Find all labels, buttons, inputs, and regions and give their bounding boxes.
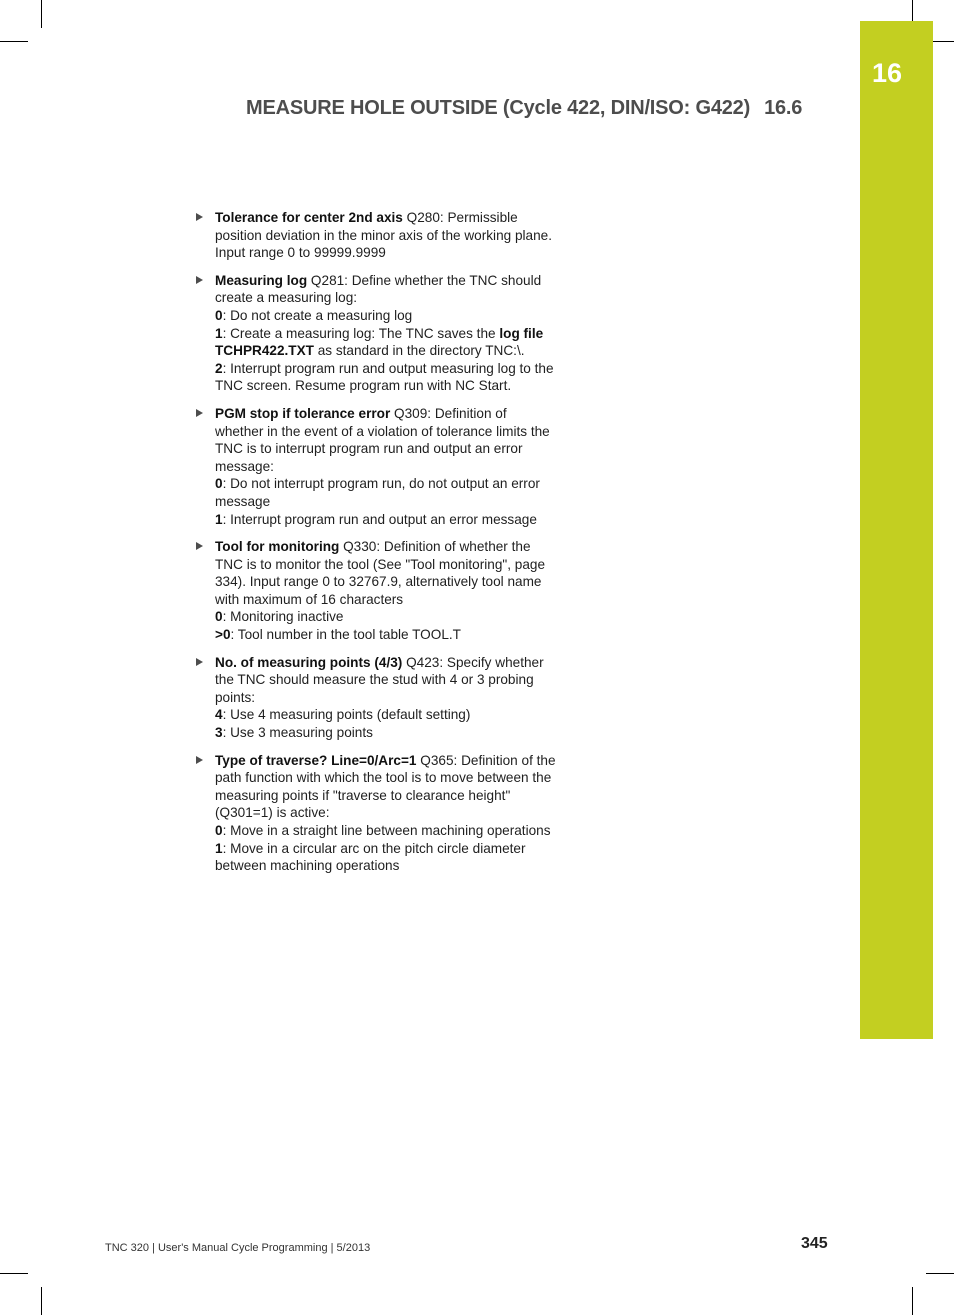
param-q330 [195,538,557,644]
triangle-bullet-icon [196,542,203,550]
triangle-bullet-icon [196,213,203,221]
option-key: >0 [215,627,231,643]
option-text: : Do not interrupt program run, do not output an error message [215,476,540,509]
option-text: : Create a measuring log: The TNC saves the [222,325,500,341]
option-line [215,724,557,742]
page-header [246,97,831,120]
log-file-name: log file TCHPR422.TXT [215,325,544,359]
param-desc: Q280: Permissible position deviation in the minor axis of the working plane. Input range 0 to 99999.9999 [215,210,553,261]
option-key: 3 [215,725,223,741]
param-q365 [195,752,557,875]
param-name: Type of traverse? Line=0/Arc=1 [215,752,417,768]
section-number: 16.6 [764,97,803,119]
option-text: : Interrupt program run and output an error message [222,511,537,527]
option-text: : Interrupt program run and output measuring log to the TNC screen. Resume program run with NC Start. [215,360,554,394]
chapter-tab [860,21,933,1039]
option-line [215,360,557,395]
param-desc: Q330: Definition of whether the TNC is to monitor the tool (See "Tool monitoring", page 334). Input range 0 to 32767.9, alternatively tool name with maximum of 16 characters [215,539,546,607]
option-line [215,840,557,875]
option-key: 1 [215,840,223,856]
param-name: Measuring log [215,272,308,288]
option-line [215,307,557,325]
option-line [215,511,557,529]
option-key: 1 [215,325,223,341]
param-desc: Q281: Define whether the TNC should create a measuring log: [215,272,542,306]
param-name: No. of measuring points (4/3) [215,654,403,670]
footer-text: TNC 320 | User's Manual Cycle Programming | 5/2013 [105,1242,371,1254]
param-name: PGM stop if tolerance error [215,405,391,421]
option-line [215,626,557,644]
option-text: : Use 4 measuring points (default setting) [222,707,471,723]
triangle-bullet-icon [196,276,203,284]
crop-mark [0,1273,28,1274]
option-line [215,325,557,360]
page-number: 345 [801,1235,828,1252]
param-q309 [195,405,557,528]
option-text: : Move in a straight line between machining operations [222,823,551,838]
param-desc: Q365: Definition of the path function with which the tool is to move between the measuring points if "traverse to clearance height" (Q301=1) is active: [215,752,556,821]
triangle-bullet-icon [196,756,203,764]
crop-mark [926,1273,954,1274]
option-text: : Move in a circular arc on the pitch circle diameter between machining operations [215,840,526,874]
page-title: MEASURE HOLE OUTSIDE (Cycle 422, DIN/ISO: G422) [246,97,751,119]
crop-mark [0,41,28,42]
option-key: 0 [215,823,223,838]
param-desc: Q309: Definition of whether in the event of a violation of tolerance limits the TNC is to interrupt program run and output an error message: [215,405,550,474]
option-text: : Tool number in the tool table TOOL.T [230,627,461,643]
option-text: as standard in the directory TNC:\. [313,343,525,359]
triangle-bullet-icon [196,409,203,417]
crop-mark [912,1287,913,1315]
param-q281 [195,272,557,395]
param-desc: Q423: Specify whether the TNC should measure the stud with 4 or 3 probing points: [215,654,544,705]
param-q423 [195,654,557,742]
option-text: : Monitoring inactive [222,609,344,625]
param-q280 [195,209,557,262]
option-text: : Use 3 measuring points [222,725,373,741]
option-line [215,706,557,724]
option-key: 4 [215,707,223,723]
option-key: 2 [215,360,223,376]
option-text: : Do not create a measuring log [222,307,413,323]
option-key: 0 [215,609,223,625]
option-key: 1 [215,511,223,527]
param-name: Tool for monitoring [215,539,340,555]
crop-mark [41,1287,42,1315]
param-name: Tolerance for center 2nd axis [215,210,403,225]
crop-mark [41,0,42,28]
parameter-list [195,209,557,885]
option-key: 0 [215,307,223,323]
option-key: 0 [215,476,223,492]
option-line [215,822,557,840]
option-line [215,475,557,510]
chapter-number: 16 [871,58,903,88]
triangle-bullet-icon [196,658,203,666]
option-line [215,608,557,626]
